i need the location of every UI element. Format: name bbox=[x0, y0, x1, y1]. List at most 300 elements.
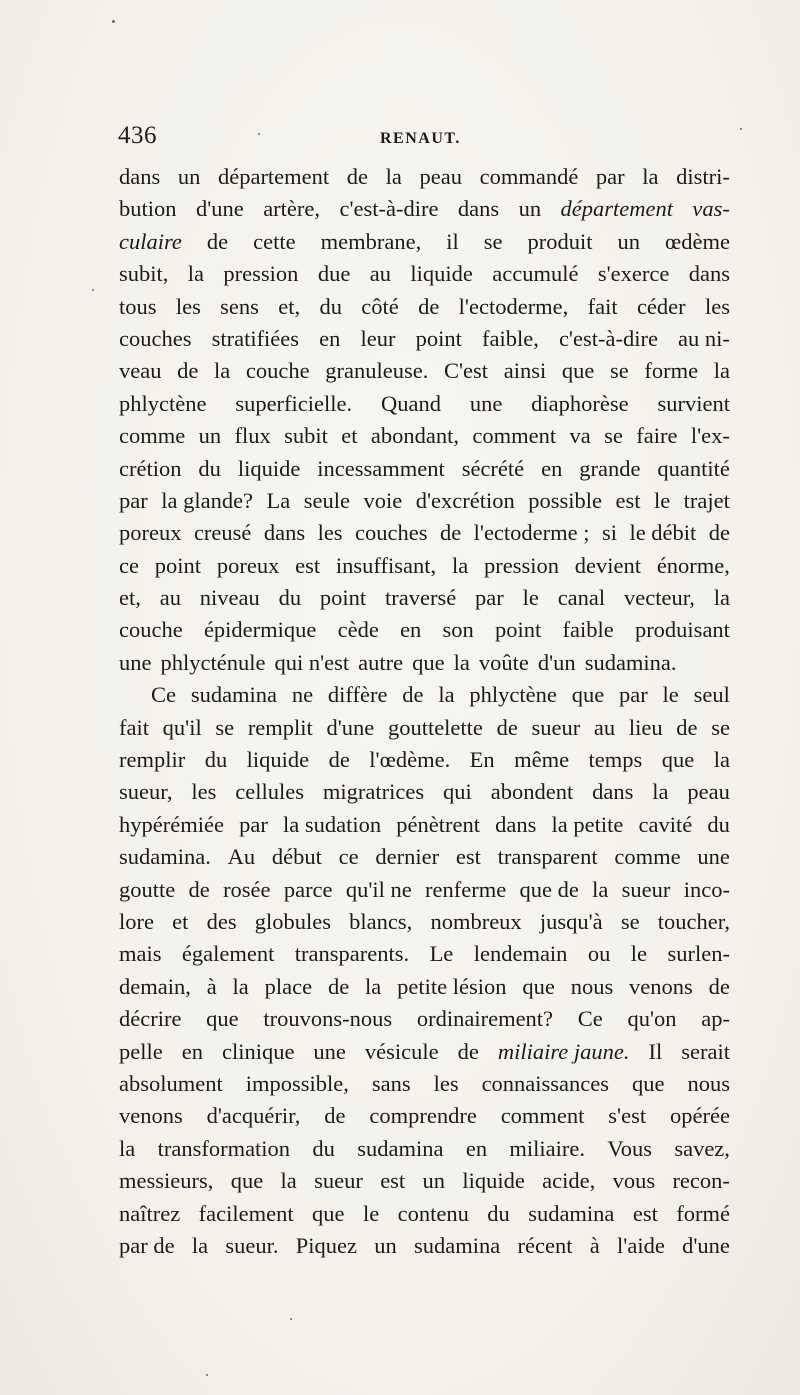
word: autre bbox=[358, 649, 404, 675]
word: en bbox=[400, 617, 422, 643]
word: la sudation bbox=[283, 811, 382, 837]
word: s'est bbox=[608, 1103, 647, 1129]
word: qu'il bbox=[162, 714, 202, 740]
word: nous bbox=[687, 1070, 730, 1096]
word: grande bbox=[579, 455, 641, 481]
word: faible, bbox=[481, 325, 539, 351]
word: que bbox=[571, 682, 605, 708]
word: C'est bbox=[444, 358, 489, 384]
word: de bbox=[324, 1103, 346, 1129]
word: couche bbox=[119, 617, 183, 643]
text-line bbox=[119, 1068, 730, 1100]
word: ne bbox=[291, 682, 314, 708]
word: la bbox=[642, 164, 659, 189]
word: qui bbox=[443, 779, 472, 805]
word: est bbox=[295, 552, 321, 578]
word: formé bbox=[676, 1200, 730, 1226]
word: point bbox=[319, 585, 367, 611]
running-head: RENAUT. bbox=[380, 130, 461, 147]
word: de bbox=[496, 714, 518, 740]
word: accumulé bbox=[492, 261, 579, 287]
word: la bbox=[119, 1135, 136, 1161]
word: peau bbox=[687, 779, 730, 805]
word: la bbox=[438, 682, 455, 708]
word: transparent bbox=[497, 844, 598, 870]
word: c'est-à-dire bbox=[558, 325, 658, 351]
word: globules bbox=[254, 908, 331, 934]
word: ainsi bbox=[503, 358, 547, 384]
word: un bbox=[518, 196, 542, 222]
word: énorme, bbox=[656, 552, 730, 578]
text-line bbox=[119, 1230, 730, 1262]
word: trouvons-nous bbox=[263, 1006, 393, 1032]
word: d'acquérir, bbox=[206, 1103, 301, 1129]
text-line bbox=[119, 647, 730, 679]
word: céder bbox=[636, 293, 686, 319]
word: tous bbox=[119, 293, 157, 319]
word: les bbox=[704, 293, 730, 319]
word: acide, bbox=[542, 1168, 596, 1194]
word: ou bbox=[587, 941, 611, 967]
word: se bbox=[604, 423, 623, 449]
word: dans bbox=[119, 164, 161, 189]
text-line bbox=[119, 355, 730, 387]
word: que bbox=[632, 1070, 665, 1096]
word: clinique bbox=[221, 1038, 295, 1064]
word: une bbox=[469, 390, 503, 416]
word: un bbox=[617, 228, 640, 254]
word: cavité bbox=[638, 811, 693, 837]
word: survient bbox=[657, 390, 730, 416]
word: la bbox=[652, 779, 669, 805]
word: du bbox=[319, 293, 342, 319]
text-line bbox=[119, 614, 730, 646]
italic-word: culaire bbox=[119, 228, 182, 254]
word: vecteur, bbox=[623, 585, 695, 611]
word: une bbox=[119, 649, 152, 675]
word: l'ex- bbox=[690, 423, 730, 449]
word: comme bbox=[119, 423, 186, 449]
word: dans bbox=[457, 196, 500, 222]
word: même bbox=[514, 747, 570, 773]
word: d'excrétion bbox=[415, 487, 515, 513]
word: la bbox=[713, 358, 730, 384]
word: point bbox=[495, 617, 542, 643]
word: se bbox=[609, 358, 629, 384]
word: sudamina bbox=[190, 682, 278, 708]
word: poreux bbox=[119, 520, 182, 546]
word: Ce bbox=[577, 1006, 603, 1032]
word: phlycténule bbox=[160, 649, 266, 675]
word: cellules bbox=[235, 779, 305, 805]
word: d'un bbox=[537, 649, 576, 675]
word: Il bbox=[648, 1038, 663, 1064]
text-line bbox=[119, 874, 730, 906]
word: pression bbox=[483, 552, 559, 578]
word: du bbox=[278, 585, 302, 611]
word: diffère bbox=[327, 682, 388, 708]
word: les bbox=[191, 779, 217, 805]
text-line bbox=[119, 1100, 730, 1132]
word: par bbox=[239, 811, 268, 837]
word: dernier bbox=[375, 844, 440, 870]
word: dans bbox=[263, 520, 306, 546]
word: traversé bbox=[385, 585, 457, 611]
page-number: 436 bbox=[118, 122, 157, 149]
word: contenu bbox=[397, 1200, 469, 1226]
page-header bbox=[118, 118, 728, 158]
text-line bbox=[119, 744, 730, 776]
text-line bbox=[119, 712, 730, 744]
word: stratifiées bbox=[211, 325, 300, 351]
word: niveau bbox=[199, 585, 260, 611]
word: en bbox=[465, 1135, 488, 1161]
word: leur bbox=[360, 325, 396, 351]
word: s'exerce bbox=[597, 261, 670, 287]
text-line bbox=[119, 420, 730, 452]
word: que bbox=[661, 747, 695, 773]
word: distri- bbox=[676, 164, 730, 189]
text-line bbox=[119, 453, 730, 485]
word: subit, bbox=[119, 261, 169, 287]
word: par de bbox=[119, 1232, 175, 1258]
word: seul bbox=[693, 682, 730, 708]
word: au bbox=[593, 714, 616, 740]
word: point bbox=[415, 325, 462, 351]
word: la bbox=[365, 973, 382, 999]
word: La bbox=[266, 487, 291, 513]
word: pénètrent bbox=[396, 811, 480, 837]
word: savez, bbox=[674, 1135, 730, 1161]
word: veau bbox=[119, 358, 162, 384]
text-line bbox=[119, 1198, 730, 1230]
word: les bbox=[175, 293, 201, 319]
word: de bbox=[328, 747, 350, 773]
word: vous bbox=[612, 1168, 656, 1194]
word: abondant, bbox=[370, 423, 459, 449]
word: la bbox=[232, 973, 249, 999]
word: la bbox=[385, 164, 402, 189]
word: quantité bbox=[657, 455, 730, 481]
text-line bbox=[119, 161, 730, 193]
word: subit bbox=[284, 423, 328, 449]
word: et bbox=[341, 423, 358, 449]
word: également bbox=[181, 941, 275, 967]
text-line bbox=[119, 1036, 730, 1068]
word: sans bbox=[371, 1070, 411, 1096]
word: que bbox=[561, 358, 595, 384]
word: recon- bbox=[672, 1168, 730, 1194]
word: temps bbox=[588, 747, 643, 773]
word: que bbox=[230, 1168, 264, 1194]
word: les bbox=[317, 520, 343, 546]
word: blancs, bbox=[349, 908, 413, 934]
word: département bbox=[217, 164, 330, 189]
word: le bbox=[522, 585, 539, 611]
word: que bbox=[312, 1200, 345, 1226]
word: Piquez bbox=[295, 1232, 358, 1258]
word: couches bbox=[355, 520, 428, 546]
word: la bbox=[713, 747, 730, 773]
word: qui n'est bbox=[274, 649, 350, 675]
word: seule bbox=[303, 487, 350, 513]
word: à bbox=[206, 973, 217, 999]
word: de bbox=[439, 520, 462, 546]
word: de bbox=[457, 1038, 479, 1064]
word: dans bbox=[495, 811, 537, 837]
word: artère, bbox=[263, 196, 321, 222]
word: petite lésion bbox=[397, 973, 507, 999]
word: au bbox=[159, 585, 181, 611]
word: faible bbox=[562, 617, 614, 643]
word: fait bbox=[587, 293, 618, 319]
word: vésicule bbox=[364, 1038, 439, 1064]
text-line bbox=[119, 938, 730, 970]
text-line bbox=[119, 323, 730, 355]
text-line bbox=[119, 258, 730, 290]
text-line bbox=[119, 679, 730, 711]
word: un bbox=[177, 164, 201, 189]
text-line bbox=[119, 485, 730, 517]
word: le débit bbox=[629, 520, 697, 546]
word: sudamina bbox=[414, 1232, 501, 1258]
text-line bbox=[119, 1133, 730, 1165]
word: si bbox=[601, 520, 617, 546]
word: phlyctène bbox=[469, 682, 557, 708]
word: messieurs, bbox=[119, 1168, 214, 1194]
word: dans bbox=[592, 779, 634, 805]
word: du bbox=[487, 1200, 510, 1226]
word: Le bbox=[429, 941, 454, 967]
word: le bbox=[653, 487, 671, 513]
word: diaphorèse bbox=[531, 390, 629, 416]
word: de bbox=[402, 682, 424, 708]
text-line bbox=[119, 906, 730, 938]
word: serait bbox=[681, 1038, 730, 1064]
word: du bbox=[204, 747, 228, 773]
word: cède bbox=[337, 617, 379, 643]
text-line bbox=[119, 193, 730, 225]
italic-word: miliaire jaune. bbox=[497, 1038, 630, 1064]
text-line bbox=[119, 1003, 730, 1035]
text-line bbox=[119, 1165, 730, 1197]
word: que bbox=[412, 649, 445, 675]
word: poreux bbox=[216, 552, 280, 578]
word: sudamina bbox=[528, 1200, 615, 1226]
word: les bbox=[433, 1070, 459, 1096]
word: de bbox=[708, 520, 730, 546]
word: ce bbox=[119, 552, 139, 578]
word: se bbox=[483, 228, 503, 254]
word: impossible, bbox=[245, 1070, 349, 1096]
word: sens bbox=[220, 293, 259, 319]
word: par bbox=[619, 682, 648, 708]
word: liquide bbox=[237, 455, 301, 481]
word: est bbox=[455, 844, 481, 870]
text-line bbox=[119, 291, 730, 323]
word: bution bbox=[119, 196, 177, 222]
text-line bbox=[119, 517, 730, 549]
word: mais bbox=[119, 941, 162, 967]
word: liquide bbox=[246, 747, 310, 773]
word: demain, bbox=[119, 973, 191, 999]
word: ce bbox=[338, 844, 359, 870]
word: superficielle. bbox=[235, 390, 353, 416]
word: la bbox=[280, 1168, 297, 1194]
word: comment bbox=[472, 423, 557, 449]
word: en bbox=[541, 455, 563, 481]
word: et bbox=[172, 908, 189, 934]
word: trajet bbox=[683, 487, 730, 513]
word: au bbox=[369, 261, 391, 287]
word: l'œdème. bbox=[369, 747, 451, 773]
word: le bbox=[662, 682, 679, 708]
italic-word: département bbox=[560, 196, 673, 222]
word: goutte bbox=[119, 876, 176, 902]
word: qu'on bbox=[627, 1006, 677, 1032]
word: sudamina bbox=[357, 1135, 444, 1161]
word: couches bbox=[119, 325, 192, 351]
word: gouttelette bbox=[387, 714, 483, 740]
word: côté bbox=[361, 293, 399, 319]
word: granuleuse. bbox=[325, 358, 429, 384]
word: se bbox=[215, 714, 235, 740]
word: la bbox=[451, 552, 469, 578]
word: de bbox=[418, 293, 440, 319]
word: d'une bbox=[682, 1232, 730, 1258]
word: hypérémiée bbox=[119, 811, 224, 837]
word: récent bbox=[517, 1232, 573, 1258]
word: est bbox=[615, 487, 641, 513]
word: qu'il ne bbox=[345, 876, 412, 902]
word: la petite bbox=[551, 811, 624, 837]
word: ap- bbox=[701, 1006, 730, 1032]
word: forme bbox=[644, 358, 699, 384]
word: peau bbox=[419, 164, 462, 189]
word: sueur, bbox=[119, 779, 173, 805]
word: est bbox=[632, 1200, 658, 1226]
word: la glande? bbox=[161, 487, 254, 513]
word: canal bbox=[557, 585, 606, 611]
word: parce bbox=[283, 876, 333, 902]
text-line bbox=[119, 971, 730, 1003]
text-line bbox=[119, 841, 730, 873]
word: par bbox=[119, 487, 148, 513]
word: produit bbox=[527, 228, 593, 254]
word: des bbox=[206, 908, 237, 934]
word: va bbox=[569, 423, 591, 449]
word: incessamment bbox=[317, 455, 445, 481]
word: la bbox=[592, 876, 609, 902]
word: la bbox=[214, 358, 231, 384]
word: en bbox=[181, 1038, 203, 1064]
word: se bbox=[711, 714, 730, 740]
word: en bbox=[319, 325, 341, 351]
word: inco- bbox=[683, 876, 730, 902]
word: que de bbox=[519, 876, 579, 902]
word: membrane, bbox=[320, 228, 422, 254]
word: de bbox=[188, 876, 210, 902]
word: remplit bbox=[247, 714, 313, 740]
word: nous bbox=[570, 973, 614, 999]
word: opérée bbox=[669, 1103, 730, 1129]
word: la bbox=[187, 261, 205, 287]
word: l'ectoderme ; bbox=[473, 520, 590, 546]
text-line bbox=[119, 388, 730, 420]
word: Au bbox=[227, 844, 256, 870]
word: lendemain bbox=[473, 941, 568, 967]
word: phlyctène bbox=[119, 390, 207, 416]
word: du bbox=[707, 811, 730, 837]
word: que bbox=[206, 1006, 239, 1032]
word: par bbox=[595, 164, 625, 189]
word: de bbox=[327, 973, 350, 999]
word: faire bbox=[636, 423, 678, 449]
word: absolument bbox=[119, 1070, 223, 1096]
word: abondent bbox=[490, 779, 574, 805]
word: le bbox=[630, 941, 648, 967]
word: naîtrez bbox=[119, 1200, 181, 1226]
word: creusé bbox=[193, 520, 252, 546]
word: œdème bbox=[664, 228, 730, 254]
word: rosée bbox=[223, 876, 271, 902]
word: d'une bbox=[195, 196, 244, 222]
word: produisant bbox=[634, 617, 730, 643]
word: jusqu'à bbox=[539, 908, 603, 934]
word: du bbox=[312, 1135, 335, 1161]
word: la bbox=[191, 1232, 209, 1258]
word: un bbox=[374, 1232, 397, 1258]
word: de bbox=[206, 228, 229, 254]
word: crétion bbox=[119, 455, 182, 481]
word: à bbox=[589, 1232, 600, 1258]
word: sueur. bbox=[225, 1232, 279, 1258]
word: sudamina. bbox=[584, 649, 677, 675]
word: que bbox=[522, 973, 555, 999]
word: comprendre bbox=[369, 1103, 477, 1129]
word: l'ectoderme, bbox=[458, 293, 569, 319]
word: Ce bbox=[151, 682, 176, 708]
word: Vous bbox=[607, 1135, 652, 1161]
word: migratrices bbox=[322, 779, 425, 805]
word: lieu bbox=[628, 714, 663, 740]
word: de bbox=[676, 714, 698, 740]
word: sueur bbox=[531, 714, 581, 740]
word: connaissances bbox=[481, 1070, 610, 1096]
word: lore bbox=[119, 908, 154, 934]
word: voie bbox=[363, 487, 403, 513]
word: surlen- bbox=[667, 941, 730, 967]
word: devient bbox=[574, 552, 642, 578]
word: fait bbox=[119, 714, 149, 740]
word: flux bbox=[234, 423, 271, 449]
word: et, bbox=[278, 293, 301, 319]
word: place bbox=[264, 973, 313, 999]
word: comme bbox=[614, 844, 681, 870]
word: par bbox=[475, 585, 504, 611]
word: décrire bbox=[119, 1006, 182, 1032]
word: liquide bbox=[410, 261, 473, 287]
word: le bbox=[362, 1200, 380, 1226]
word: la bbox=[453, 649, 470, 675]
word: une bbox=[313, 1038, 346, 1064]
word: due bbox=[317, 261, 351, 287]
word: c'est-à-dire bbox=[339, 196, 439, 222]
word: une bbox=[697, 844, 730, 870]
word: commandé bbox=[479, 164, 579, 189]
word: nombreux bbox=[430, 908, 522, 934]
word: il bbox=[446, 228, 459, 254]
